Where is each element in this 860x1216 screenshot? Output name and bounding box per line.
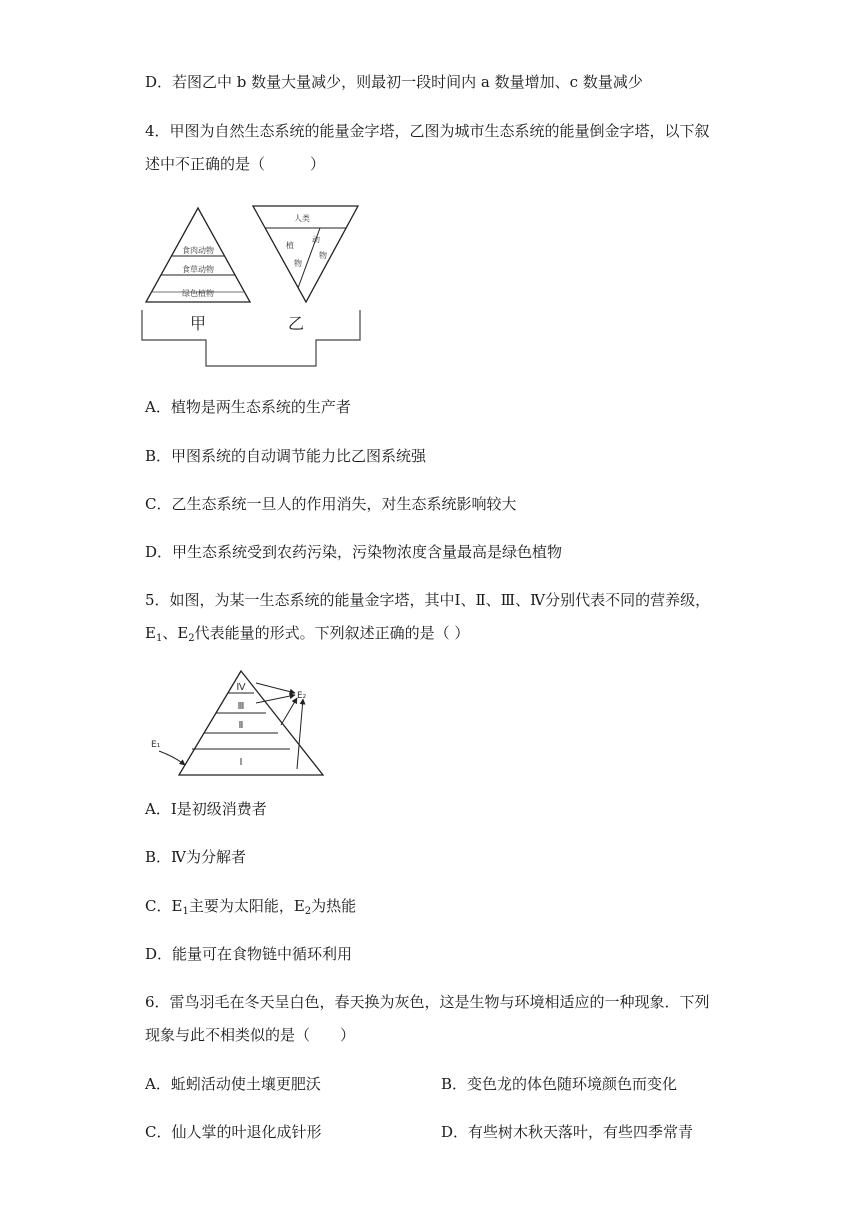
yi-label: 乙	[287, 314, 305, 333]
level-i: Ⅰ	[239, 757, 243, 768]
q3-option-d: D．若图乙中 b 数量大量减少，则最初一段时间内 a 数量增加、c 数量减少	[145, 73, 643, 91]
q5-stem-line1: 5．如图，为某一生态系统的能量金字塔，其中Ⅰ、Ⅱ、Ⅲ、Ⅳ分别代表不同的营养级，	[145, 591, 711, 609]
q5-option-b: B．Ⅳ为分解者	[145, 848, 247, 866]
q4-option-c: C．乙生态系统一旦人的作用消失，对生态系统影响较大	[145, 495, 517, 513]
jia-label: 甲	[189, 314, 207, 333]
level-ii: Ⅱ	[238, 720, 244, 731]
level-iii: Ⅲ	[237, 701, 245, 712]
q4-figure-frame	[142, 310, 360, 366]
q6-option-d: D．有些树木秋天落叶，有些四季常青	[441, 1123, 694, 1141]
yi-plant-char2: 物	[294, 259, 302, 268]
q5-option-a: A．Ⅰ是初级消费者	[145, 800, 267, 818]
e2-label: E₂	[297, 691, 307, 701]
q6-option-a: A．蚯蚓活动使土壤更肥沃	[145, 1075, 321, 1093]
q5-stem-line2: $E_1$、$E_2$代表能量的形式。下列叙述正确的是（ ）	[145, 624, 470, 644]
q5-option-d: D．能量可在食物链中循环利用	[145, 945, 353, 963]
q4-option-d: D．甲生态系统受到农药污染，污染物浓度含量最高是绿色植物	[145, 543, 563, 561]
yi-top-human: 人类	[294, 214, 310, 223]
jia-level-plant: 绿色植物	[182, 289, 214, 298]
q4-option-a: A．植物是两生态系统的生产者	[145, 398, 351, 416]
jia-level-carnivore: 食肉动物	[182, 246, 214, 255]
q6-stem-line1: 6．雷鸟羽毛在冬天呈白色，春天换为灰色，这是生物与环境相适应的一种现象．下列	[145, 993, 710, 1011]
q5-option-c: C．$E_1$主要为太阳能，$E_2$为热能	[145, 897, 357, 917]
e2-arrow-i	[297, 699, 303, 769]
yi-animal-char1: 动	[312, 235, 320, 244]
q6-option-c: C．仙人掌的叶退化成针形	[145, 1123, 322, 1141]
q6-option-b: B．变色龙的体色随环境颜色而变化	[441, 1075, 678, 1093]
jia-level-herbivore: 食草动物	[182, 265, 214, 274]
q5-figure	[145, 665, 330, 780]
e2-arrow-ii	[281, 698, 297, 725]
q6-stem-line2: 现象与此不相类似的是（ ）	[145, 1026, 356, 1044]
e2-arrow-iii	[256, 695, 295, 703]
q4-option-b: B．甲图系统的自动调节能力比乙图系统强	[145, 447, 427, 465]
e2-arrow-iv	[256, 683, 295, 693]
e1-arrow	[159, 751, 185, 765]
yi-animal-char2: 物	[319, 251, 327, 260]
jia-pyramid	[146, 208, 250, 302]
q4-figure	[140, 198, 365, 370]
yi-plant-char1: 植	[286, 241, 294, 250]
yi-pyramid	[253, 206, 358, 302]
e1-label: E₁	[151, 740, 161, 750]
q4-stem-line1: 4．甲图为自然生态系统的能量金字塔，乙图为城市生态系统的能量倒金字塔，以下叙	[145, 122, 710, 140]
level-iv: Ⅳ	[236, 682, 246, 693]
q4-stem-line2: 述中不正确的是（ ）	[145, 155, 326, 173]
